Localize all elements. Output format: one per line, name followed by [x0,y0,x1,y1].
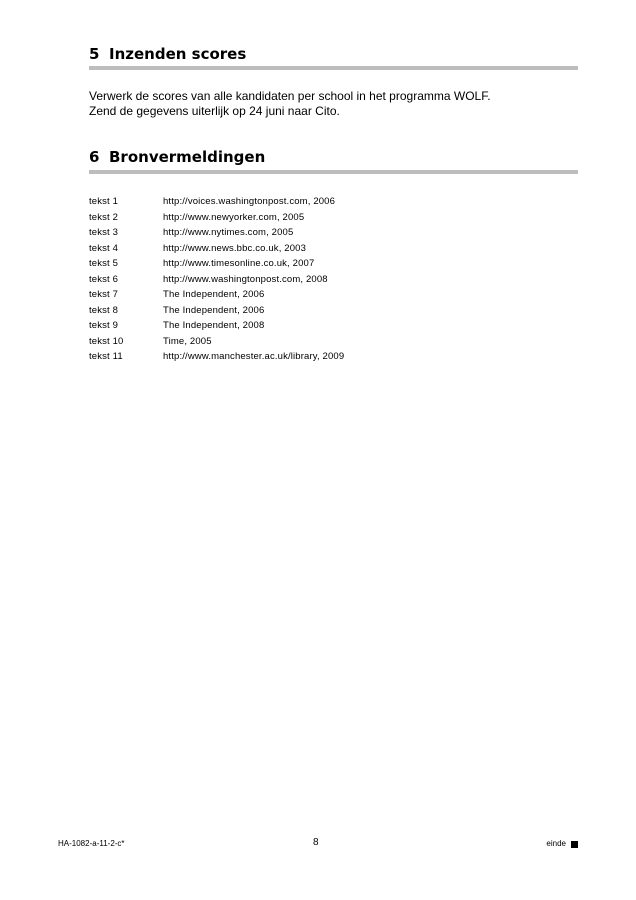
page-number: 8 [313,837,319,848]
section-6-title: Bronvermeldingen [109,148,266,166]
source-ref: The Independent, 2006 [163,289,265,300]
source-label: tekst 6 [89,273,119,285]
source-label: tekst 7 [89,289,119,300]
end-label: einde [546,839,566,848]
source-ref: Time, 2005 [163,335,212,347]
source-label: tekst 10 [89,335,124,347]
source-ref: http://www.washingtonpost.com, 2008 [163,273,328,285]
source-row [89,256,578,272]
source-row [89,194,578,210]
section-6-number: 6 [89,148,100,166]
section-6-heading [89,148,578,166]
exam-code: HA-1082-a-11-2-c* [58,839,125,848]
source-ref: http://www.manchester.ac.uk/library, 2009 [163,351,345,362]
source-label: tekst 4 [89,242,119,254]
section-5-number: 5 [89,45,100,63]
section-5-heading [89,45,578,63]
end-square-icon [571,841,578,848]
section-6-divider [89,170,578,174]
source-ref: http://www.nytimes.com, 2005 [163,227,294,238]
section-5-body [89,89,578,119]
source-label: tekst 11 [89,351,123,362]
source-label: tekst 8 [89,304,119,316]
source-ref: The Independent, 2008 [163,320,265,331]
source-ref: The Independent, 2006 [163,304,265,316]
source-label: tekst 5 [89,258,119,269]
source-list [89,194,578,365]
source-row [89,225,578,241]
source-row [89,349,578,365]
source-label: tekst 2 [89,211,119,223]
section-5-title: Inzenden scores [109,45,247,63]
source-label: tekst 9 [89,320,119,331]
source-label: tekst 3 [89,227,119,238]
source-ref: http://voices.washingtonpost.com, 2006 [163,196,336,207]
source-row [89,287,578,303]
source-ref: http://www.news.bbc.co.uk, 2003 [163,242,307,254]
source-row [89,334,578,350]
source-row [89,318,578,334]
section-5-line-2: Zend de gegevens uiterlijk op 24 juni naar Cito. [89,104,340,118]
source-ref: http://www.timesonline.co.uk, 2007 [163,258,315,269]
source-row [89,303,578,319]
source-label: tekst 1 [89,196,119,207]
source-ref: http://www.newyorker.com, 2005 [163,211,305,223]
source-row [89,272,578,288]
source-row [89,210,578,226]
end-marker [546,838,578,850]
source-row [89,241,578,257]
section-5-line-1: Verwerk de scores van alle kandidaten per school in het programma WOLF. [89,89,491,103]
section-5-divider [89,66,578,70]
page-footer [58,838,578,850]
